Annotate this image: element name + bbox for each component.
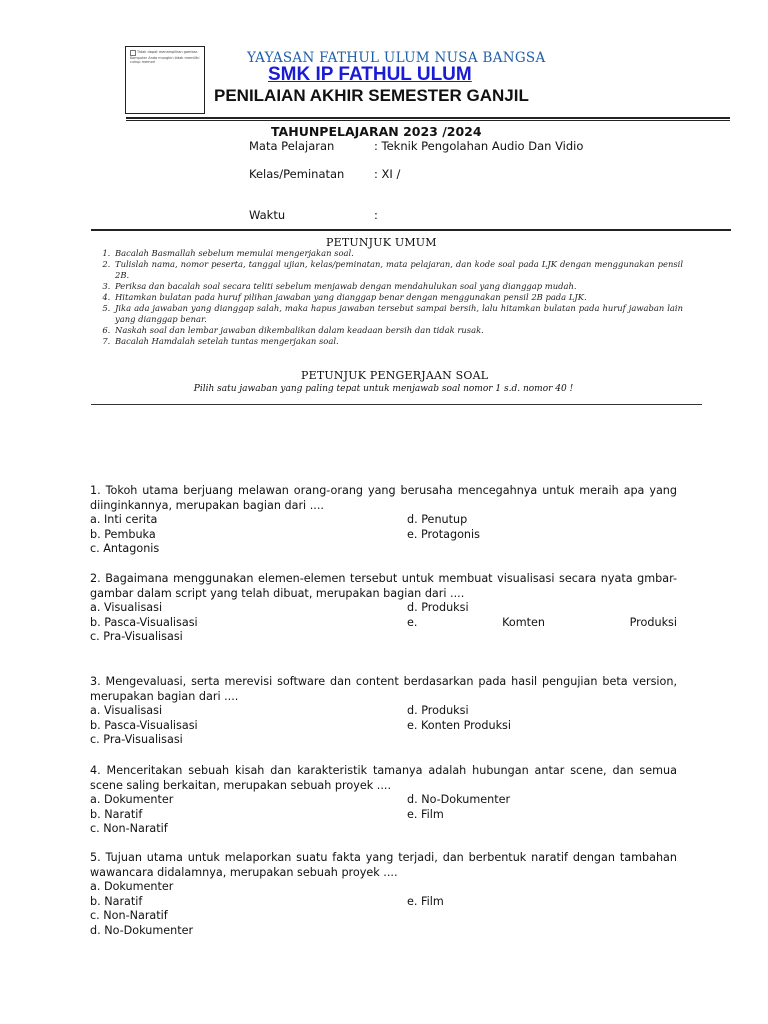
option-e: e. Protagonis xyxy=(407,527,480,541)
option-a: a. Visualisasi xyxy=(90,704,163,718)
foundation-name: YAYASAN FATHUL ULUM NUSA BANGSA xyxy=(247,50,546,66)
rule-item: 3. Periksa dan bacalah soal secara teliti sebelum menjawab dengan mendahulukan soal yang dianggap mudah. xyxy=(113,281,683,292)
class-value: : XI / xyxy=(374,167,401,181)
school-name: SMK IP FATHUL ULUM xyxy=(268,64,472,85)
option-d: d. Produksi xyxy=(407,601,469,615)
instructions-divider xyxy=(91,404,702,405)
question-text: 4. Menceritakan sebuah kisah dan karakteristik tamanya adalah hubungan antar scene, dan semua scene saling berkaitan, merupakan sebuah proyek .... xyxy=(90,764,677,792)
option-d: d. No-Dokumenter xyxy=(407,793,511,807)
time-value: : xyxy=(374,208,378,222)
time-label: Waktu xyxy=(249,208,286,222)
option-e: e. Film xyxy=(407,807,444,821)
question-text: 3. Mengevaluasi, serta merevisi software dan content berdasarkan pada hasil pengujian beta version, merupakan bagian dari .... xyxy=(90,675,677,703)
option-c: c. Pra-Visualisasi xyxy=(90,733,183,747)
question-3 xyxy=(90,675,677,748)
question-text: 5. Tujuan utama untuk melaporkan suatu fakta yang terjadi, dan berbentuk naratif dengan tambahan wawancara didalamnya, merupakan sebuah proyek .... xyxy=(90,851,677,879)
school-logo-placeholder xyxy=(125,46,205,114)
rule-item: 6. Naskah soal dan lembar jawaban dikembalikan dalam keadaan bersih dan tidak rusak. xyxy=(113,325,683,336)
class-label: Kelas/Peminatan xyxy=(249,167,345,181)
option-b: b. Naratif xyxy=(90,894,143,908)
question-1 xyxy=(90,484,677,557)
question-text: 2. Bagaimana menggunakan elemen-elemen tersebut untuk membuat visualisasi secara nyata gmbar-gambar dalam script yang telah dibuat, merupakan bagian dari .... xyxy=(90,572,677,600)
question-text: 1. Tokoh utama berjuang melawan orang-orang yang berusaha mencegahnya untuk meraih apa yang diinginkannya, merupakan bagian dari .... xyxy=(90,484,677,512)
rule-item: 4. Hitamkan bulatan pada huruf pilihan jawaban yang dianggap benar dengan menggunakan pensil 2B pada LJK. xyxy=(113,292,683,303)
option-c: c. Antagonis xyxy=(90,542,160,556)
option-e: e. Film xyxy=(407,894,444,908)
logo-caption: Tidak dapat menampilkan gambar. Komputer Anda mungkin tidak memiliki cukup memori xyxy=(130,50,200,64)
rule-item: 1. Bacalah Basmallah sebelum memulai mengerjakan soal. xyxy=(113,248,683,259)
header-divider xyxy=(126,117,730,119)
option-d: d. No-Dokumenter xyxy=(90,923,194,937)
option-a: a. Inti cerita xyxy=(90,513,158,527)
option-c: c. Pra-Visualisasi xyxy=(90,630,183,644)
option-d: d. Penutup xyxy=(407,513,468,527)
option-b: b. Pembuka xyxy=(90,527,156,541)
option-b: b. Naratif xyxy=(90,807,143,821)
option-a: a. Dokumenter xyxy=(90,880,174,894)
question-5 xyxy=(90,851,677,939)
general-instructions-list xyxy=(98,248,683,347)
option-e xyxy=(407,616,677,631)
question-2 xyxy=(90,572,677,645)
subject-label: Mata Pelajaran xyxy=(249,139,335,153)
work-instructions-title: PETUNJUK PENGERJAAN SOAL xyxy=(301,369,489,382)
rule-item: 5. Jika ada jawaban yang dianggap salah, maka hapus jawaban tersebut sampai bersih, lalu hitamkan bulatan pada huruf jawaban lain yang dianggap benar. xyxy=(113,303,683,325)
option-e-word-1: Komten xyxy=(502,615,545,629)
general-instructions-title: PETUNJUK UMUM xyxy=(326,236,437,249)
option-a: a. Dokumenter xyxy=(90,793,174,807)
subject-value: : Teknik Pengolahan Audio Dan Vidio xyxy=(374,139,584,153)
option-e-word-2: Produksi xyxy=(629,615,677,629)
option-e-letter: e. xyxy=(407,615,418,629)
option-a: a. Visualisasi xyxy=(90,601,163,615)
option-b: b. Pasca-Visualisasi xyxy=(90,615,198,629)
exam-title: PENILAIAN AKHIR SEMESTER GANJIL xyxy=(214,86,529,105)
academic-year: TAHUNPELAJARAN 2023 /2024 xyxy=(271,124,482,139)
header-divider-thin xyxy=(126,120,730,121)
rule-item: 7. Bacalah Hamdalah setelah tuntas mengerjakan soal. xyxy=(113,336,683,347)
work-instructions-subtitle: Pilih satu jawaban yang paling tepat untuk menjawab soal nomor 1 s.d. nomor 40 ! xyxy=(193,384,574,394)
option-e: e. Konten Produksi xyxy=(407,718,511,732)
rule-item: 2. Tulislah nama, nomor peserta, tanggal ujian, kelas/peminatan, mata pelajaran, dan kode soal pada LJK dengan menggunakan pensil 2B. xyxy=(113,259,683,281)
option-b: b. Pasca-Visualisasi xyxy=(90,718,198,732)
question-4 xyxy=(90,764,677,837)
info-divider xyxy=(91,229,731,231)
option-c: c. Non-Naratif xyxy=(90,909,168,923)
option-c: c. Non-Naratif xyxy=(90,822,168,836)
option-d: d. Produksi xyxy=(407,704,469,718)
